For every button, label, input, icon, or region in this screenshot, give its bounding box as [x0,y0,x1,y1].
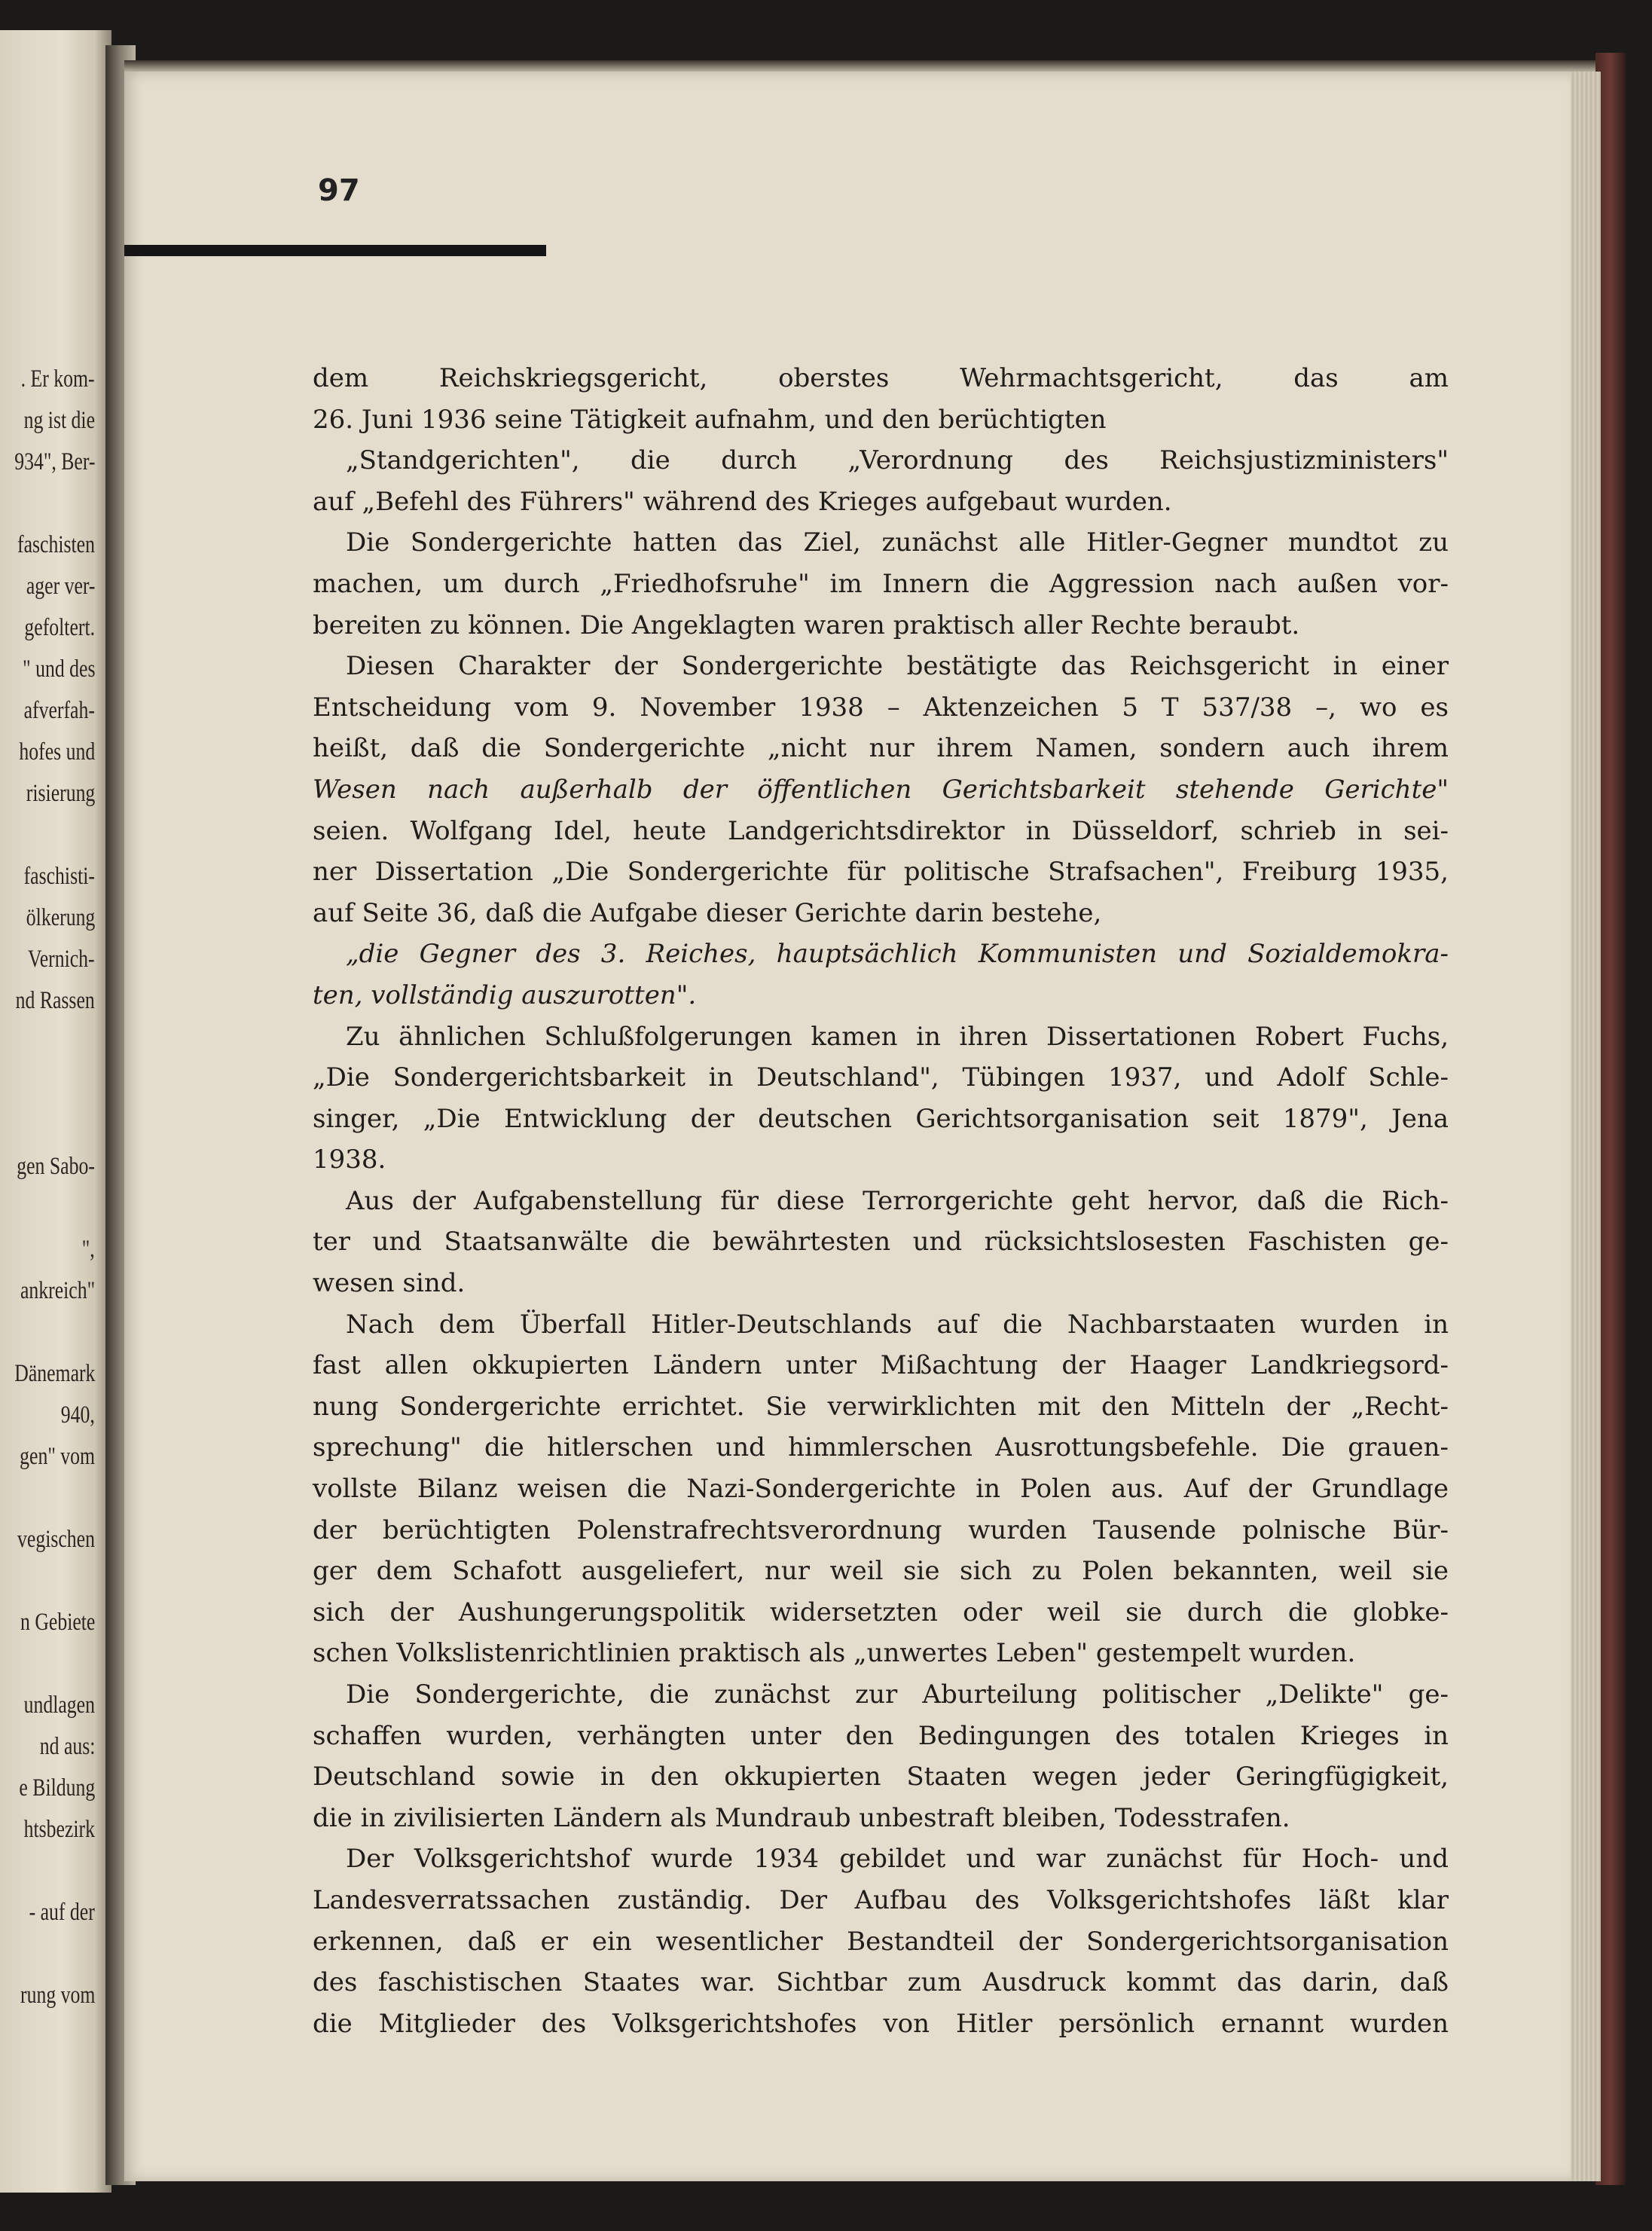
left-page-fragment: Dänemark [14,1360,95,1387]
text-line: ten, vollständig auszurotten". [313,980,697,1010]
body-text [313,358,1449,2044]
left-page-fragment: nd Rassen [15,987,95,1014]
left-page-fragment: ng ist die [23,407,95,434]
left-page-fragment: 940, [60,1401,95,1429]
text-line: dem Reichskriegsgericht, oberstes Wehrmachtsgericht, das am [313,363,1449,393]
text-line: Diesen Charakter der Sondergerichte bestätigte das Reichsgericht in einer [346,651,1449,682]
text-line: Die Sondergerichte hatten das Ziel, zunächst alle Hitler-Gegner mundtot zu [346,527,1449,558]
text-line: auf „Befehl des Führers" während des Krieges aufgebaut wurden. [313,486,1172,517]
left-page-fragment: gen Sabo- [17,1153,95,1180]
text-line: fast allen okkupierten Ländern unter Mißachtung der Haager Landkriegsord- [313,1350,1449,1381]
text-line: 1938. [313,1145,386,1175]
left-page-fragment: - auf der [29,1899,95,1926]
left-page-fragment: faschisti- [23,863,95,890]
text-line: bereiten zu können. Die Angeklagten waren praktisch aller Rechte beraubt. [313,610,1300,640]
text-line: ger dem Schafott ausgeliefert, nur weil sie sich zu Polen bekannten, weil sie [313,1556,1449,1587]
text-line: die Mitglieder des Volksgerichtshofes von Hitler persönlich ernannt wurden [313,2008,1449,2039]
left-page-fragment: Vernich- [28,946,95,973]
text-line: schen Volkslistenrichtlinien praktisch als „unwertes Leben" gestempelt wurden. [313,1638,1356,1669]
text-line: ter und Staatsanwälte die bewährtesten und rücksichtslosesten Faschisten ge- [313,1227,1449,1258]
text-line: nung Sondergerichte errichtet. Sie verwirklichten mit den Mitteln der „Recht- [313,1391,1449,1422]
left-page-fragment: undlagen [23,1692,95,1719]
text-line: Deutschland sowie in den okkupierten Staaten wegen jeder Geringfügigkeit, [313,1762,1449,1792]
left-page-fragment: . Er kom- [21,365,95,393]
left-page-fragment: gen" vom [20,1443,95,1470]
previous-page-strip [0,30,111,2193]
text-line: schaffen wurden, verhängten unter den Bedingungen des totalen Krieges in [313,1720,1449,1751]
text-line: Nach dem Überfall Hitler-Deutschlands auf die Nachbarstaaten wurden in [346,1309,1449,1340]
left-page-fragment: faschisten [17,531,95,558]
text-line: Die Sondergerichte, die zunächst zur Aburteilung politischer „Delikte" ge- [346,1679,1449,1710]
text-line: „die Gegner des 3. Reiches, hauptsächlich Kommunisten und Sozialdemokra- [346,939,1449,970]
text-line: wesen sind. [313,1268,466,1299]
text-line: auf Seite 36, daß die Aufgabe dieser Gerichte darin bestehe, [313,897,1102,928]
text-line: Entscheidung vom 9. November 1938 – Aktenzeichen 5 T 537/38 –, wo es [313,692,1449,723]
left-page-fragment: e Bildung [19,1774,95,1802]
left-page-fragment: ", [82,1236,95,1263]
text-line: Der Volksgerichtshof wurde 1934 gebildet und war zunächst für Hoch- und [346,1844,1449,1875]
text-line: sprechung" die hitlerschen und himmlerschen Ausrottungsbefehle. Die grauen- [313,1432,1449,1463]
text-line: seien. Wolfgang Idel, heute Landgerichtsdirektor in Düsseldorf, schrieb in sei- [313,815,1449,846]
text-line: 26. Juni 1936 seine Tätigkeit aufnahm, und den berüchtigten [313,404,1107,435]
left-page-fragment: ankreich" [20,1277,95,1304]
left-page-fragment: ölkerung [26,904,95,931]
left-page-fragment: vegischen [17,1526,95,1553]
page-number: 97 [318,173,360,208]
text-line: vollste Bilanz weisen die Nazi-Sondergerichte in Polen aus. Auf der Grundlage [313,1474,1449,1505]
left-page-fragment: gefoltert. [24,614,95,641]
text-line: die in zivilisierten Ländern als Mundraub unbestraft bleiben, Todesstrafen. [313,1802,1290,1833]
text-line: der berüchtigten Polenstrafrechtsverordnung wurden Tausende polnische Bür- [313,1514,1449,1545]
text-line: machen, um durch „Friedhofsruhe" im Innern die Aggression nach außen vor- [313,568,1449,599]
left-page-fragment: htsbezirk [23,1816,95,1843]
text-line: Landesverratssachen zuständig. Der Aufbau des Volksgerichtshofes läßt klar [313,1884,1449,1915]
text-line: Aus der Aufgabenstellung für diese Terrorgerichte geht hervor, daß die Rich- [346,1185,1449,1216]
left-page-fragment: rung vom [20,1982,95,2009]
left-page-fragment: afverfah- [23,697,95,724]
left-page-fragment: ager ver- [26,573,95,600]
header-rule [124,245,546,256]
page-edge-stack [1571,72,1601,2181]
text-line: erkennen, daß er ein wesentlicher Bestandteil der Sondergerichtsorganisation [313,1926,1449,1957]
text-line: „Die Sondergerichtsbarkeit in Deutschland", Tübingen 1937, und Adolf Schle- [313,1062,1449,1093]
left-page-fragment: " und des [22,656,95,683]
text-line: Zu ähnlichen Schlußfolgerungen kamen in ihren Dissertationen Robert Fuchs, [346,1021,1449,1052]
left-page-fragment: n Gebiete [20,1609,95,1636]
text-line: Wesen nach außerhalb der öffentlichen Gerichtsbarkeit stehende Gerichte" [313,774,1449,805]
left-page-fragment: nd aus: [39,1733,95,1760]
text-line: „Standgerichten", die durch „Verordnung des Reichsjustizministers" [346,445,1449,476]
text-line: heißt, daß die Sondergerichte „nicht nur ihrem Namen, sondern auch ihrem [313,733,1449,764]
text-line: des faschistischen Staates war. Sichtbar zum Ausdruck kommt das darin, daß [313,1967,1449,1998]
text-line: singer, „Die Entwicklung der deutschen Gerichtsorganisation seit 1879", Jena [313,1103,1449,1134]
left-page-fragment: 934", Ber- [14,448,95,475]
text-line: ner Dissertation „Die Sondergerichte für politische Strafsachen", Freiburg 1935, [313,857,1449,888]
text-line: sich der Aushungerungspolitik widersetzten oder weil sie durch die globke- [313,1597,1449,1627]
left-page-fragment: hofes und [19,738,95,766]
left-page-fragment: risierung [26,780,95,807]
